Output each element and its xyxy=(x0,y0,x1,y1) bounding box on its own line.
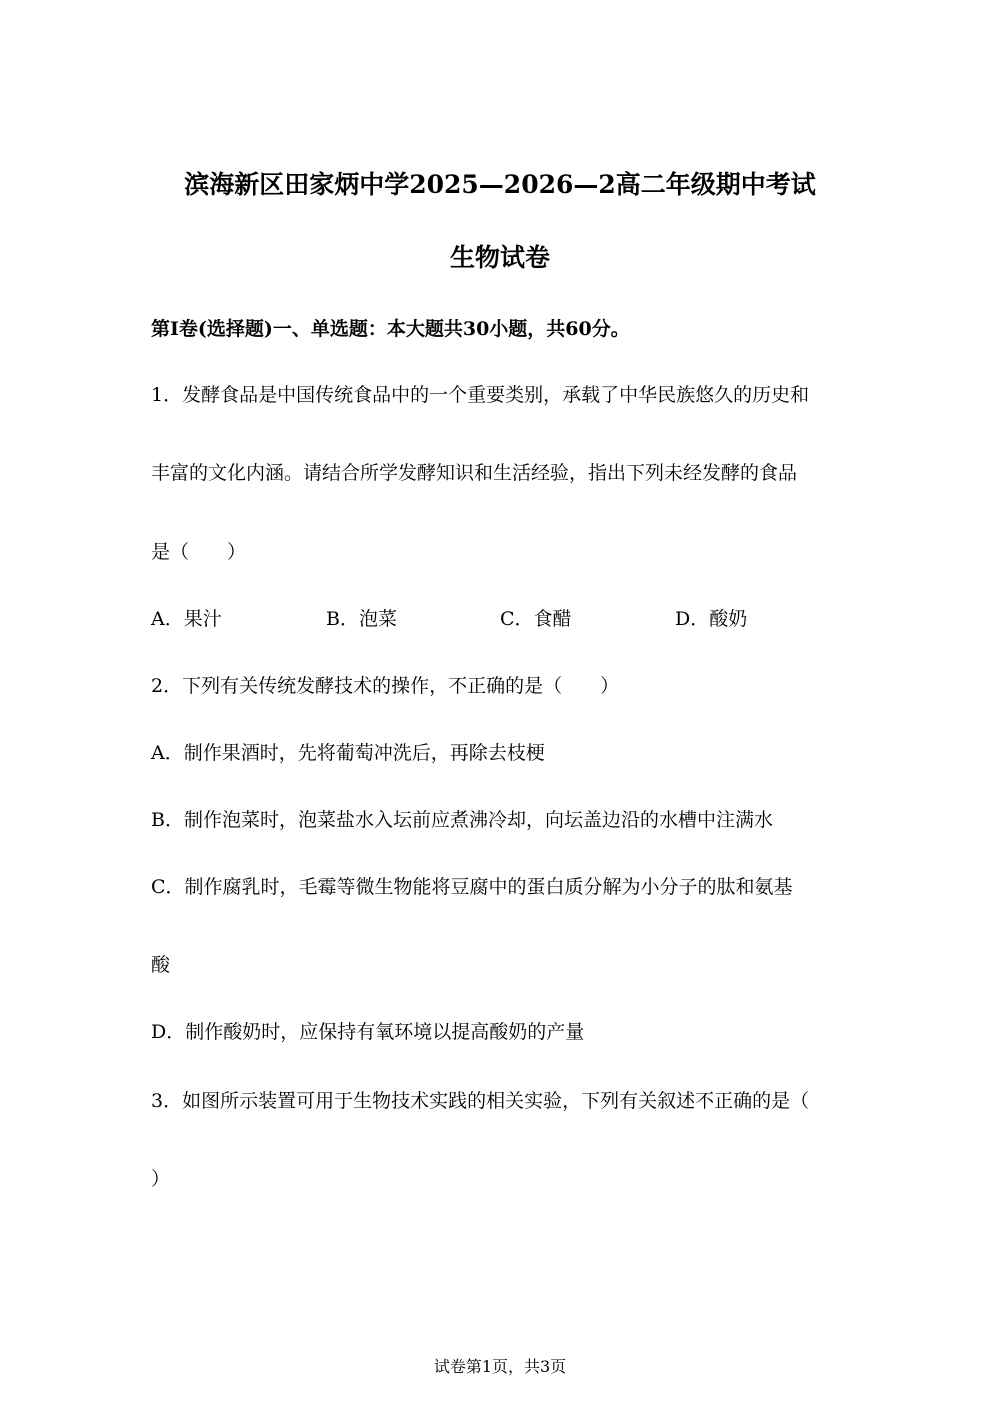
question-3-line-2: ） xyxy=(151,1168,171,1190)
question-1-option-b: B．泡菜 xyxy=(326,608,397,630)
section-heading: 第Ⅰ卷(选择题)一、单选题：本大题共30小题，共60分。 xyxy=(151,318,630,340)
question-2-option-a: A．制作果酒时，先将葡萄冲洗后，再除去枝梗 xyxy=(151,742,545,764)
question-2-line-1: 2．下列有关传统发酵技术的操作，不正确的是（ ） xyxy=(151,675,620,697)
question-1-line-1: 1．发酵食品是中国传统食品中的一个重要类别，承载了中华民族悠久的历史和 xyxy=(151,384,810,406)
question-1-option-c: C．食醋 xyxy=(500,608,572,630)
question-3-line-1: 3．如图所示装置可用于生物技术实践的相关实验，下列有关叙述不正确的是（ xyxy=(151,1090,810,1112)
question-1-line-3: 是（ ） xyxy=(151,541,247,563)
question-2-option-b: B．制作泡菜时，泡菜盐水入坛前应煮沸冷却，向坛盖边沿的水槽中注满水 xyxy=(151,809,773,831)
question-1-option-a: A．果汁 xyxy=(151,608,222,630)
question-2-option-c: C．制作腐乳时，毛霉等微生物能将豆腐中的蛋白质分解为小分子的肽和氨基 xyxy=(151,876,793,898)
exam-title: 滨海新区田家炳中学2025—2026—2高二年级期中考试 xyxy=(184,170,816,199)
question-2-option-d: D．制作酸奶时，应保持有氧环境以提高酸奶的产量 xyxy=(151,1021,585,1043)
question-1-option-d: D．酸奶 xyxy=(675,608,748,630)
question-2-option-c-cont: 酸 xyxy=(151,954,171,976)
page-footer: 试卷第1页，共3页 xyxy=(433,1357,567,1376)
question-1-line-2: 丰富的文化内涵。请结合所学发酵知识和生活经验，指出下列未经发酵的食品 xyxy=(151,462,798,484)
exam-subtitle: 生物试卷 xyxy=(449,243,550,272)
